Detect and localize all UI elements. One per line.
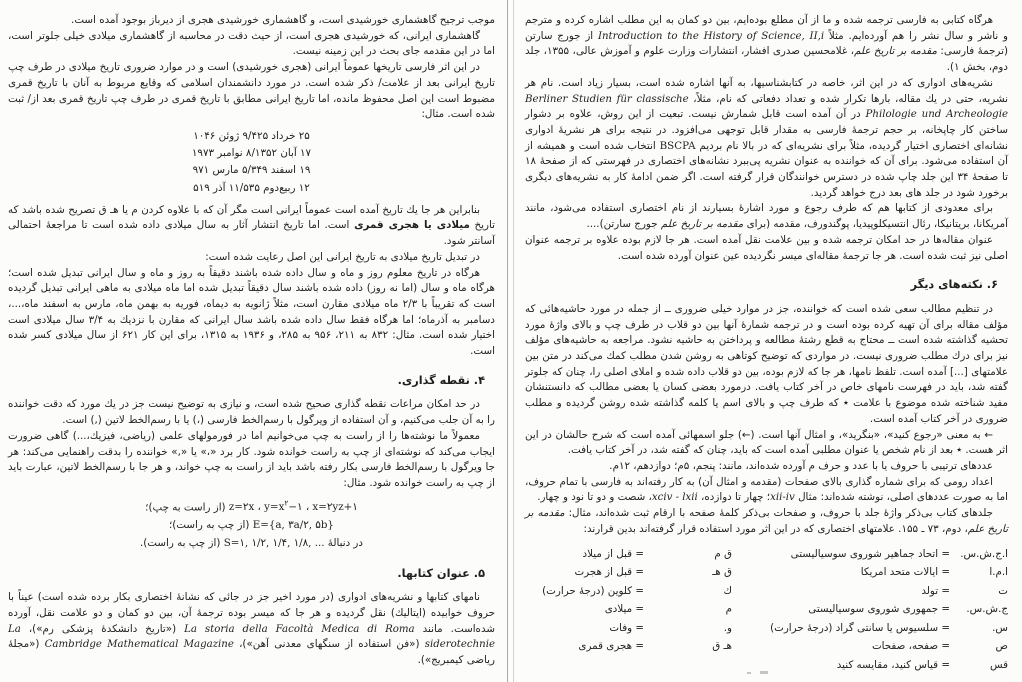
formula-line: در دنبالهٔ S=۱, ۱/۲, ۱/۴, ۱/۸, ... (از چپ به راست). — [140, 536, 363, 549]
paragraph-punctuation-1: در حد امکان مراعات نقطه گذاری صحیح شده است، و نیازی به توضیح نیست جز در یك مورد که دقت خواننده را به آن جلب می‌کنیم، و آن استفاده از ویرگول با رسم‌الخط فارسی (،) یا با رسم‌الخط لاتین (,) است. — [8, 398, 495, 427]
paragraph-iranian-calendar: گاهشماری ایرانی، که خورشیدی هجری است، از حیث دقت در محاسبه از گاهشماری میلادی خیلی جلوتر است، اما در این مقدمه جای بحث در این زمینه نیست. — [8, 29, 495, 58]
book-title-latin: Introduction to the History of Science, II,i — [597, 30, 825, 42]
paragraph-roman-numerals: اعداد رومی که برای شماره گذاری بالای صفحات (مقدمه و امثال آن) به کار رفته‌اند به فارسی با تمام حروف، اما به صورت عددهای اصلی، نوشته شده‌اند: مثال xii-iv؛ چهار تا دوازده، xciv - lxii، شصت و دو تا نود و چهار. — [525, 475, 1008, 504]
paragraph-date-default: بنابراین هر جا یك تاریخ آمده است عموماً ایرانی است مگر آن که با علاوه کردن م یا هـ ق تصریح شده باشد که تاریخ میلادی یا هجری قمری است. اما تاریخ انتشار آثار به سال میلادی داده شده است تا مراجعهٔ احتمالی آسانتر شود. — [8, 203, 496, 248]
book-title-latin: La siderotechnie — [8, 623, 496, 651]
date-example: ۲۵ خرداد ۹/۴۲۵ ژوئن ۱۰۴۶ — [193, 129, 310, 142]
page-gutter-line — [513, 0, 514, 682]
roman-numeral: xciv - lxii — [651, 492, 698, 504]
emphasis-text: میلادی یا هجری قمری — [354, 219, 470, 232]
abbreviation-row: ا.ج.ش.س. = اتحاد جماهیر شوروی سوسیالیستی ق م = قبل از میلاد — [582, 547, 1008, 560]
abbreviation-row: ت = تولد ك = کلوین (درجهٔ حرارت) — [542, 584, 1008, 597]
abbreviation-row: قس = قیاس کنید، مقایسه کنید — [836, 659, 1008, 672]
abbreviation-row: س. = سلسیوس یا سانتی گراد (درجهٔ حرارت) و. = وفات — [609, 621, 1008, 634]
date-example: ۱۲ ربیع‌دوم ۱۱/۵۳۵ آذر ۵۱۹ — [193, 181, 310, 194]
abbreviation-row: ص = صفحه، صفحات هـ ق = هجری قمری — [578, 640, 1008, 653]
left-page — [0, 0, 505, 682]
date-example: ۱۷ آبان ۸/۱۳۵۲ نوامبر ۱۹۷۳ — [191, 147, 312, 160]
section-heading-book-titles: ۵. عنوان کتابها. — [397, 566, 485, 580]
book-title-persian: مقدمه بر تاریخ علم — [525, 507, 1008, 535]
paragraph-date-convention: در این اثر فارسی تاریخها عموماً ایرانی (هجری خورشیدی) است و در موارد ضروری تاریخ میلادی در طرف چپ تاریخ ایرانی بعد از علامت/ ذکر شده است. در مورد دانشمندان اسلامی که وقایع مربوط به آنان با تاریخ قمری مضبوط است این اصل محفوظ مانده، اما تاریخ ایرانی مطابق با تاریخ قمری در طرف چپ تاریخ قمری بعد از/ ثبت شده است. مثال: — [8, 61, 495, 121]
formula-examples — [8, 495, 495, 553]
paragraph-calendar-preference: موجب ترجیح گاهشماری خورشیدی است، و گاهشماری خورشیدی هجری از دیرباز بوجود آمده است. — [71, 14, 495, 26]
date-conversion-examples — [8, 128, 495, 197]
page-number-remnant — [760, 671, 768, 674]
paragraph-article-titles: عنوان مقاله‌ها در حد امکان ترجمه شده و بین علامت نقل آمده است. هر جا لازم بوده علاوه بر ترجمه عنوان اصلی نیز ثبت شده است. هر جا ترجمهٔ مقاله‌ای میسر نگردیده عین عنوان آورده شده است. — [525, 233, 1008, 262]
abbreviation-latin: BSCPA — [659, 139, 696, 152]
page-number-remnant — [747, 672, 751, 674]
book-title-persian: مقدمه بر تاریخ علم — [854, 45, 937, 58]
roman-numeral: xii-iv — [770, 492, 795, 504]
page-gutter-line — [507, 0, 508, 682]
paragraph-translated-books: هرگاه کتابی به فارسی ترجمه شده و ما از آن مطلع بوده‌ایم، بین دو کمان به این مطلب اشاره کرده و مترجم و ناشر و سال نشر را هم آورده‌ایم. مثلاً Introduction to the History of Science, II,i از جورج سارتن (ترجمهٔ فارسی: مقدمه بر تاریخ علم، غلامحسین صدری افشار، انتشارات وزارت علوم و آموزش عالی، ۱۳۵۵، جلد دوم، بخش ۱). — [525, 14, 1008, 74]
book-title-latin: Cambridge Mathematical Magazine — [44, 639, 234, 651]
abbreviation-table — [525, 545, 1008, 675]
paragraph-ordinals: عددهای ترتیبی با حروف یا با عدد و حرف م آورده شده‌اند، مانند: پنجم، ۵م؛ دوازدهم، ۱۲م. — [609, 459, 993, 472]
paragraph-periodicals: نشریه‌های ادواری که در این اثر، خاصه در کتابشناسیها، به آنها اشاره شده است، بسیار زیاد است. نام هر نشریه، حتی در یك مقاله، بارها تکرار شده و تعداد دفعاتی که نام، مثلاً، Berliner Studien für classische Philologie und Archeologie در آن آمده است قابل شمارش نیست. تبعیت از این روش، علاوه بر دشوار ساختن کار چاپخانه، بر حجم ترجمهٔ فارسی به مقدار قابل توجهی می‌افزود. در نتیجه برای هر نشریهٔ ادواری نشانه‌ای اختصاری اختیار گردیده، مثلاً برای نشریه‌ای که در بالا نام بردیم BSCPA انتخاب شده است و همیشه از آن استفاده می‌شود. برای آن که خواننده به عنوان نشریه پی‌ببرد نشانه‌های اختصاری در فهرستی که از صفحهٔ ۱۸ تا صفحهٔ ۳۴ این جلد چاپ شده در دسترس خوانندگان قرار گرفته است. اگر ضمن ادامهٔ کار به نشریه‌های دیگری برخورد شود در جلد های بعد درج خواهد گردید. — [525, 76, 1009, 199]
paragraph-conversion-rules: هرگاه در تاریخ معلوم روز و ماه و سال داده شده باشند دقیقاً به روز و ماه و سال ایرانی تبدیل شده است؛ هرگاه ماه و سال (اما نه روز) داده شده باشند سال دقیقاً تبدیل شده اما ماه میلادی به ماهی ایرانی تبدیل گردیده است که تقریباً با ۲/۳ ماه میلادی مقارن است، مثلاً ژانویه به دیماه، فوریه به بهمن ماه، مارس به اسفند ماه،...، دسامبر به آذرماه؛ اما هرگاه فقط سال داده شده باشد سال ایرانی که مقارن با نزدیك به ۳/۴ سال میلادی است اختیار شده است. مثال: ۸۳۲ به ۲۱۱، ۹۵۶ به ۲۸۵، و ۱۹۳۶ به ۱۳۱۵، برای این کار ۶۲۱ از سال میلادی کسر شده است. — [8, 266, 496, 358]
formula-line: z=۲x ، $y=x^۲-۱$ ، x=۲yz+۱ (از راست به چپ)؛ — [145, 498, 358, 514]
formula-line: E={a, ۳a/۲, ۵b} (از چپ به راست)؛ — [169, 518, 334, 531]
book-title-latin: La storia della Facoltà Medica di Roma — [184, 623, 415, 635]
section-heading-other-notes: ۶. نکته‌های دیگر — [910, 278, 998, 292]
paragraph-book-titles: نامهای کتابها و نشریه‌های ادواری (در مورد اخیر جز در جائی که نشانهٔ اختصاری بکار برده شده است) عیناً با حروف خوابیده (ایتالیك) نقل گردیده و هر جا که میسر بوده ترجمهٔ آن، بین دو کمان و دو علامت نقل، آورده شده‌است. مانند La storia della Facoltà Medica di Roma («تاریخ دانشکدهٔ پزشکی رم»)، La siderotechnie («فن استفاده از سنگهای معدنی آهن»)، Cambridge Mathematical Magazine («مجلهٔ ریاضی کیمبریج»). — [8, 591, 496, 667]
paragraph-volumes-pages: جلدهای کتاب بی‌ذکر واژهٔ جلد با حروف، و صفحات بی‌ذکر کلمهٔ صفحه با ارقام ثبت شده‌اند، مثال: مقدمه بر تاریخ علم، دوم، ۷۳ ـ ۱۵۵. علامتهای اختصاری که در این اثر مورد استفاده قرار گرفته‌اند بدین قرارند: — [525, 507, 1008, 535]
paragraph-punctuation-2: معمولاً ما نوشته‌ها را از راست به چپ می‌خوانیم اما در فورمولهای علمی (ریاضی، فیزیك،...) گاهی ضرورت ایجاب می‌کند که نوشته‌ای از چپ به راست خوانده شود. کار برد «،» یا «,» خواننده را بدقت راهنمایی می‌کند: هر جا ویرگول با رسم‌الخط فارسی بکار رفته باشد باید از راست به چپ خواند، و هر جا با رسم‌الخط لاتین، عبارت باید از چپ به راست خوانده شود. مثال: — [8, 429, 495, 489]
paragraph-footnotes: در تنظیم مطالب سعی شده است که خواننده، جز در موارد خیلی ضروری ــ از جمله در مورد حاشیه‌هائی که مؤلف مقاله برای آن تهیه کرده بوده است و در ترجمه شمارهٔ آنها بین دو قلاب در طرف چپ و بالای واژهٔ مورد تحشیه گذاشته شده است ــ محتاج به قطع رشتهٔ مطالعه و پرداختن به حاشیه نشود. مراجعه به حاشیه‌های مؤلف نیز برای درك مطلب ضروری نیست. در مواردی که توضیح کوتاهی به روشن شدن مطلب کمك می‌کند در متن بین علامتهای [...] آمده است. تلفظ نامها، هر جا که لازم بوده، بین دو قلاب داده شده و املای اصلی را، چنان که جلوتر گفته شد، باید در فهرست نامهای خاص در آخر کتاب یافت. درمورد بعضی کسان یا بعضی مطالب که دانستنشان مفید شناخته شده موضوع با علامت ٭ که طرف چپ و بالای اسم یا کلمه گذاشته شده روشن گردیده و مطلب ضروری در آخر کتاب آمده است. — [525, 302, 1008, 425]
paragraph-reference-books: برای معدودی از کتابها هم که طرف رجوع و مورد اشارهٔ بسیارند از نام اختصاری استفاده می‌شود، مانند آمریکانا، بریتانیکا، رئال انتسیکلوپیدیا، پوگندورف، مقدمه (برای مقدمه بر تاریخ علم جورج سارتن).... — [525, 202, 1008, 231]
section-heading-punctuation: ۴. نقطه گذاری. — [397, 373, 485, 387]
right-page — [515, 0, 1022, 682]
journal-title-latin: Berliner Studien für classische Philologie und Archeologie — [525, 93, 1008, 121]
date-example: ۱۹ اسفند ۵/۳۴۹ مارس ۹۷۱ — [192, 164, 311, 177]
paragraph-arrow-asterisk: ← به معنی «رجوع کنید»، «بنگرید»، و امثال آنها است. (←) جلو اسمهائی آمده است که شرح حالشان در این اثر هست. ٭ بعد از نام شخص یا عنوان مطلبی آمده است که باید، چنان که گفته شد، در آخر کتاب یافت. — [525, 428, 1008, 457]
abbreviation-row: ج.ش.س. = جمهوری شوروی سوسیالیستی م = میلادی — [604, 603, 1008, 616]
paragraph-conversion-rule-intro: در تبدیل تاریخ میلادی به تاریخ ایرانی این اصل رعایت شده است: — [205, 250, 480, 263]
abbreviation-row: ا.م.ا = ایالات متحد امریکا ق هـ = قبل از هجرت — [574, 566, 1008, 579]
book-title-persian: مقدمه بر تاریخ علم — [660, 218, 744, 231]
